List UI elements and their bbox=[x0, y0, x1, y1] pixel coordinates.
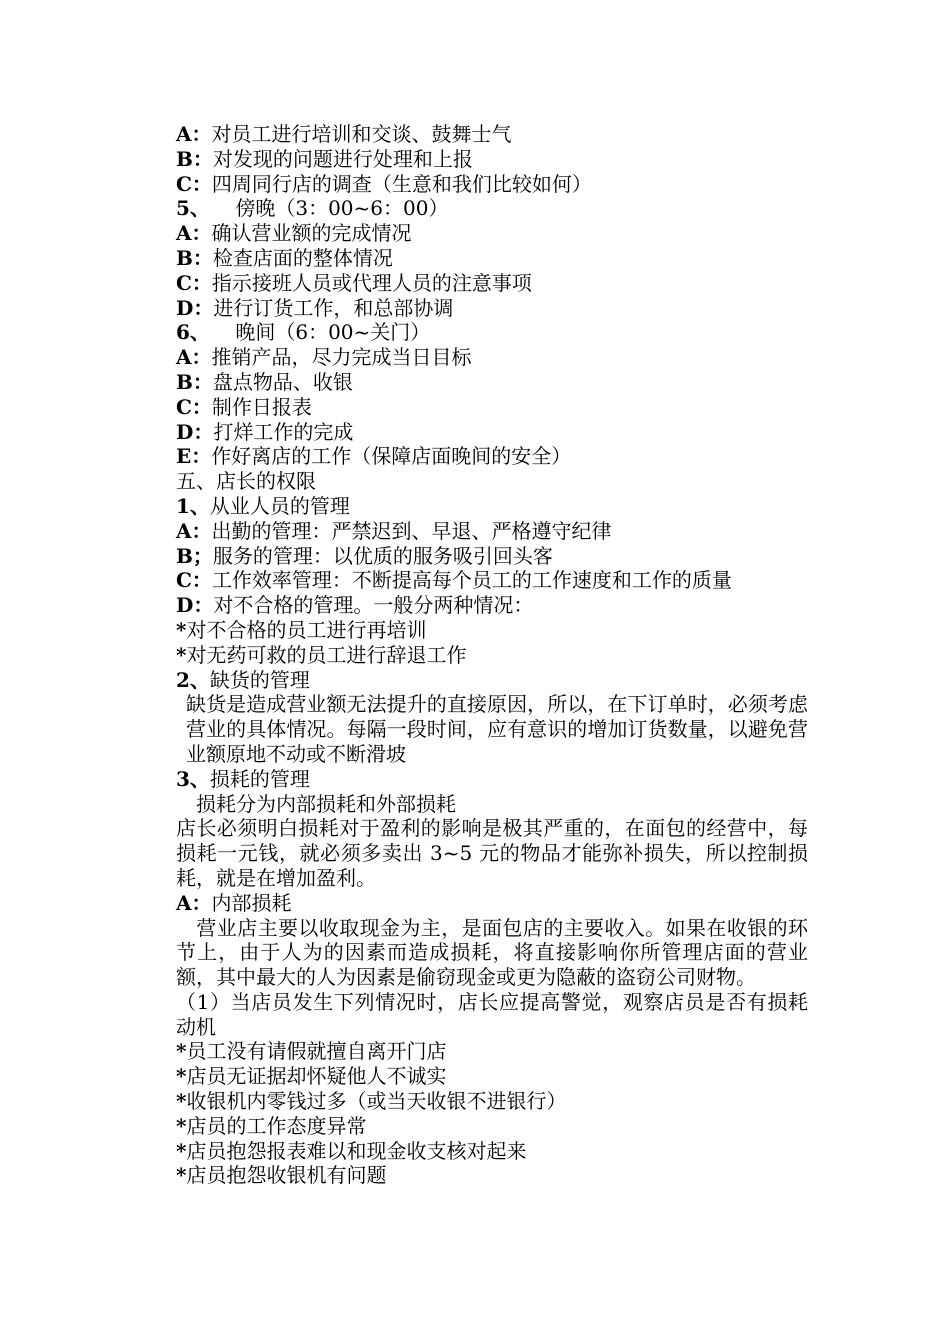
list-item bbox=[176, 172, 808, 197]
paragraph-alert: （1）当店员发生下列情况时，店长应提高警觉，观察店员是否有损耗动机 bbox=[176, 989, 808, 1039]
item-label: A： bbox=[176, 890, 212, 915]
bullet-mark: * bbox=[176, 1089, 187, 1114]
list-item bbox=[176, 395, 808, 420]
item-label: 5、 bbox=[176, 196, 210, 221]
bullet-mark: * bbox=[176, 1039, 187, 1064]
section-heading bbox=[176, 196, 808, 221]
item-label: C： bbox=[176, 171, 212, 196]
item-label: D： bbox=[176, 419, 214, 444]
bullet-item bbox=[176, 1089, 808, 1114]
paragraph-loss: 店长必须明白损耗对于盈利的影响是极其严重的，在面包的经营中，每损耗一元钱，就必须多卖出 3~5 元的物品才能弥补损失，所以控制损耗，就是在增加盈利。 bbox=[176, 816, 808, 890]
item-text: 工作效率管理：不断提高每个员工的工作速度和工作的质量 bbox=[211, 568, 732, 593]
item-text: 五、店长的权限 bbox=[176, 469, 316, 494]
subsection-heading bbox=[176, 494, 808, 519]
item-label: D： bbox=[176, 593, 214, 618]
list-item bbox=[176, 246, 808, 271]
list-item bbox=[176, 296, 808, 321]
bullet-mark: * bbox=[176, 1163, 187, 1188]
list-item bbox=[176, 593, 808, 618]
item-label: A： bbox=[176, 122, 212, 146]
item-text: 推销产品，尽力完成当日目标 bbox=[211, 345, 472, 370]
item-text: 检查店面的整体情况 bbox=[212, 245, 393, 270]
item-text: 从业人员的管理 bbox=[209, 493, 350, 518]
item-label: C： bbox=[176, 270, 212, 295]
item-label: D： bbox=[176, 295, 214, 320]
item-label: A： bbox=[176, 518, 212, 543]
list-item bbox=[176, 444, 808, 469]
bullet-item bbox=[176, 1114, 808, 1139]
bullet-item bbox=[176, 643, 808, 668]
list-item bbox=[176, 420, 808, 445]
item-text: 盘点物品、收银 bbox=[212, 369, 353, 394]
item-text: 对不合格的管理。一般分两种情况： bbox=[213, 593, 534, 618]
item-label: 1、 bbox=[176, 493, 210, 518]
item-text: 收银机内零钱过多（或当天收银不进银行） bbox=[186, 1089, 567, 1114]
item-label: A： bbox=[176, 221, 212, 246]
item-label: A： bbox=[176, 345, 212, 370]
paragraph-loss-intro: 损耗分为内部损耗和外部损耗 bbox=[196, 791, 456, 816]
item-text: 四周同行店的调查（生意和我们比较如何） bbox=[211, 171, 592, 196]
list-item bbox=[176, 345, 808, 370]
paragraph-internal bbox=[176, 916, 808, 990]
bullet-mark: * bbox=[176, 642, 187, 667]
bullet-mark: * bbox=[176, 1064, 187, 1089]
section-heading bbox=[176, 320, 808, 345]
list-item bbox=[176, 122, 808, 147]
bullet-item bbox=[176, 1139, 808, 1164]
list-item bbox=[176, 568, 808, 593]
bullet-mark: * bbox=[176, 1113, 187, 1138]
section-heading bbox=[176, 469, 808, 494]
subsection-heading bbox=[176, 891, 808, 916]
item-text: 损耗的管理 bbox=[209, 766, 310, 791]
item-label: B： bbox=[176, 146, 213, 171]
item-text: 内部损耗 bbox=[211, 890, 292, 915]
item-text: 指示接班人员或代理人员的注意事项 bbox=[211, 270, 532, 295]
item-text: 店员抱怨报表难以和现金收支核对起来 bbox=[186, 1138, 527, 1163]
item-text: 傍晚（3：00~6：00） bbox=[209, 196, 449, 221]
item-text: 店员无证据却怀疑他人不诚实 bbox=[186, 1064, 447, 1089]
document-body bbox=[176, 122, 808, 1188]
item-text: 出勤的管理：严禁迟到、早退、严格遵守纪律 bbox=[211, 518, 612, 543]
item-text: 缺货的管理 bbox=[209, 667, 310, 692]
item-label: C： bbox=[176, 568, 212, 593]
bullet-mark: * bbox=[176, 1138, 187, 1163]
item-text: 进行订货工作，和总部协调 bbox=[213, 295, 454, 320]
item-text: 对无药可救的员工进行辞退工作 bbox=[186, 642, 467, 667]
list-item bbox=[176, 519, 808, 544]
item-label: B： bbox=[176, 369, 213, 394]
item-label: 2、 bbox=[176, 667, 210, 692]
item-text: 服务的管理：以优质的服务吸引回头客 bbox=[212, 543, 553, 568]
item-text: 作好离店的工作（保障店面晚间的安全） bbox=[211, 444, 572, 469]
item-label: 6、 bbox=[176, 320, 210, 345]
item-label: B： bbox=[176, 245, 213, 270]
list-item bbox=[176, 147, 808, 172]
paragraph-stockout: 缺货是造成营业额无法提升的直接原因，所以，在下订单时，必须考虑营业的具体情况。每隔一段时间，应有意识的增加订货数量，以避免营业额原地不动或不断滑坡 bbox=[186, 692, 808, 766]
item-text: 对发现的问题进行处理和上报 bbox=[212, 146, 473, 171]
list-item bbox=[176, 221, 808, 246]
bullet-item bbox=[176, 1163, 808, 1188]
item-text: 确认营业额的完成情况 bbox=[211, 221, 412, 246]
item-text: 制作日报表 bbox=[211, 394, 312, 419]
list-item bbox=[176, 370, 808, 395]
subsection-heading bbox=[176, 767, 808, 792]
item-label: B； bbox=[176, 543, 213, 568]
paragraph-text: 营业店主要以收取现金为主，是面包店的主要收入。如果在收银的环节上，由于人为的因素而造成损耗，将直接影响你所管理店面的营业额，其中最大的人为因素是偷窃现金或更为隐蔽的盗窃公司财物。 bbox=[176, 915, 808, 990]
item-text: 晚间（6：00~关门） bbox=[209, 320, 431, 345]
item-text: 店员抱怨收银机有问题 bbox=[186, 1163, 387, 1188]
item-text: 对员工进行培训和交谈、鼓舞士气 bbox=[211, 122, 512, 146]
item-text: 打烊工作的完成 bbox=[213, 419, 354, 444]
bullet-item bbox=[176, 1064, 808, 1089]
list-item bbox=[176, 271, 808, 296]
item-text: 对不合格的员工进行再培训 bbox=[186, 617, 427, 642]
item-text: 店员的工作态度异常 bbox=[186, 1113, 367, 1138]
subsection-heading bbox=[176, 668, 808, 693]
list-item bbox=[176, 544, 808, 569]
bullet-item bbox=[176, 1039, 808, 1064]
item-text: 员工没有请假就擅自离开门店 bbox=[186, 1039, 447, 1064]
bullet-mark: * bbox=[176, 617, 187, 642]
item-label: C： bbox=[176, 394, 212, 419]
item-label: 3、 bbox=[176, 766, 210, 791]
bullet-item bbox=[176, 618, 808, 643]
item-label: E： bbox=[176, 444, 212, 469]
